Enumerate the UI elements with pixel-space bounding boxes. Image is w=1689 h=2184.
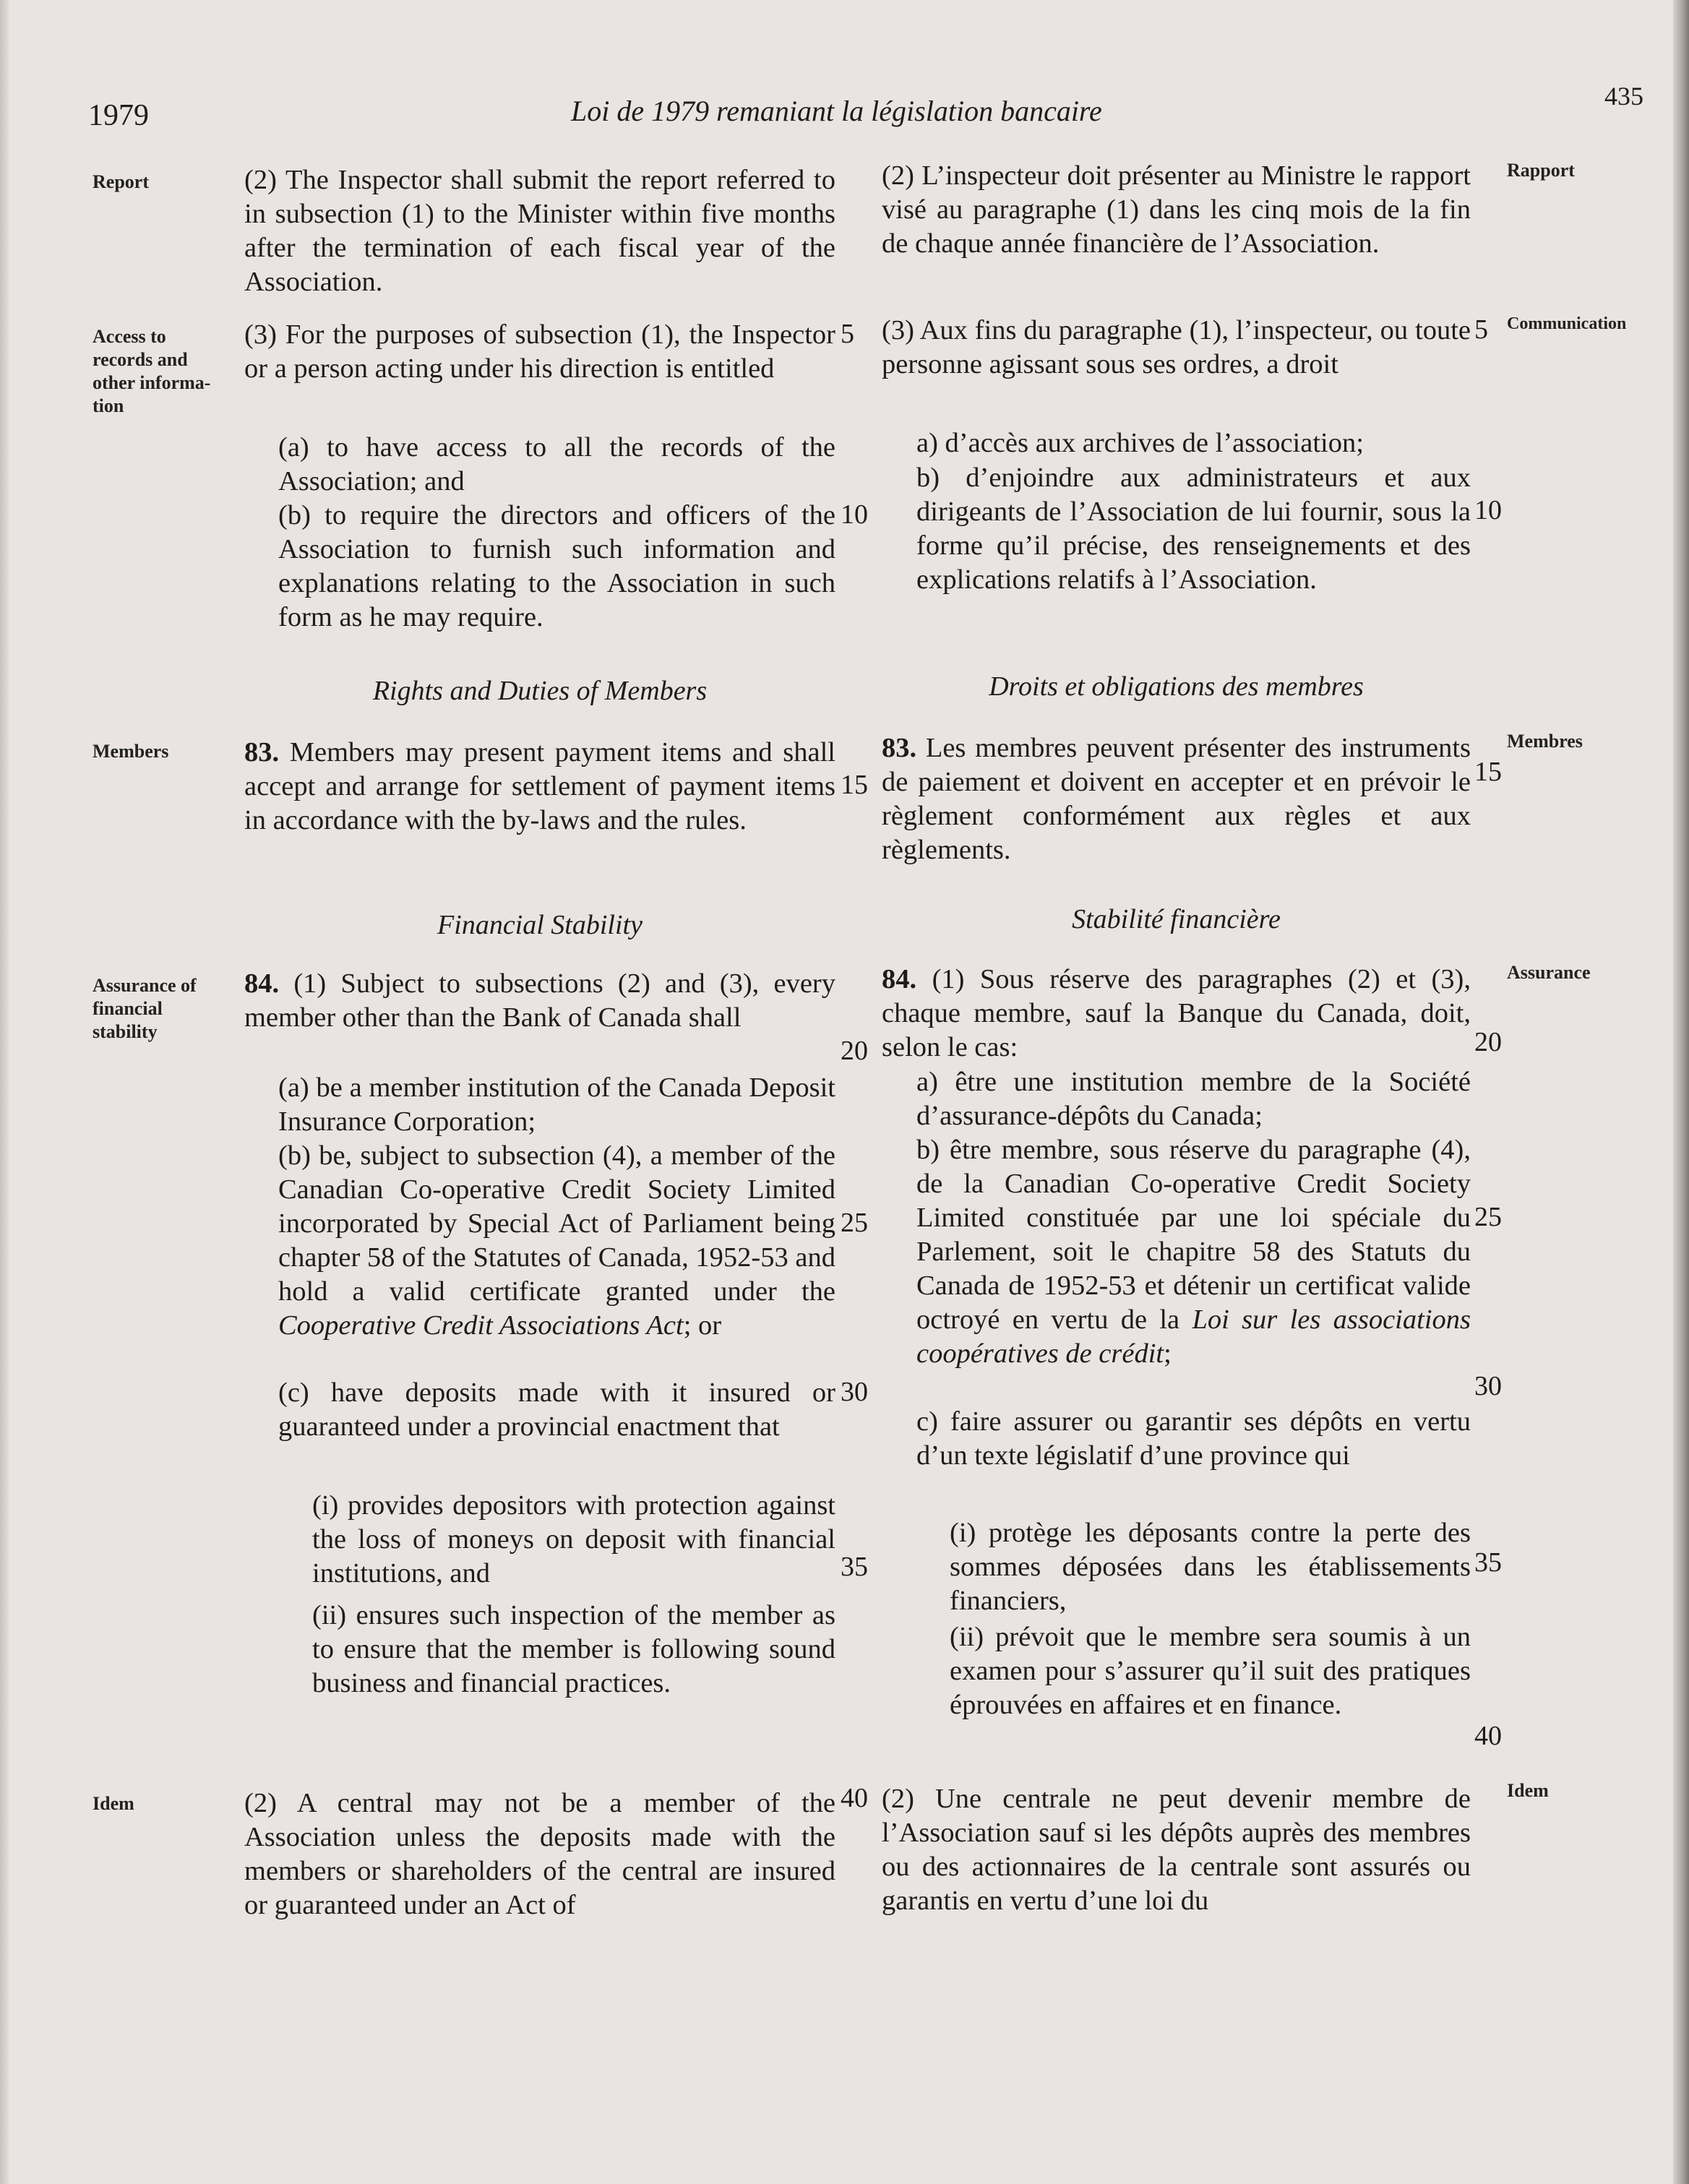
fr-s84-c-i: (i) protège les déposants contre la perte des sommes déposées dans les établissements financiers, bbox=[950, 1518, 1471, 1616]
fr-s84-b-text: b) être membre, sous réserve du paragraphe (4), de la Canadian Co-operative Credit Society Limited constituée par une loi spéciale du Parlement, soit le chapitre 58 des Statuts du Canada de 1952-53 et détenir un certificat valide octroyé en vertu de la bbox=[916, 1135, 1471, 1335]
line-number-10: 10 bbox=[841, 499, 868, 530]
margin-note-idem: Idem bbox=[93, 1793, 134, 1814]
en-s84-text: (1) Subject to subsections (2) and (3), every member other than the Bank of Canada shall bbox=[244, 968, 835, 1033]
fr-s84-b-end: ; bbox=[1164, 1338, 1172, 1369]
fr-subsection-2: (2) L’inspecteur doit présenter au Ministre le rapport visé au paragraphe (1) dans les cinq mois de la fin de chaque année financière de l’Association. bbox=[882, 160, 1471, 259]
fr-s84-a: a) être une institution membre de la Société d’assurance-dépôts du Canada; bbox=[916, 1067, 1471, 1131]
line-number-40: 40 bbox=[841, 1783, 868, 1813]
en-section-84 bbox=[244, 967, 835, 1035]
header-title: Loi de 1979 remaniant la législation bancaire bbox=[571, 95, 1102, 127]
fr-s84-c-ii: (ii) prévoit que le membre sera soumis à un examen pour s’assurer qu’il suit des pratiques éprouvées en affaires et en finance. bbox=[950, 1622, 1471, 1720]
fr-line-number-25: 25 bbox=[1474, 1202, 1502, 1232]
margin-note-assurance: Assurance of financial stability bbox=[93, 975, 197, 1042]
fr-line-number-40: 40 bbox=[1474, 1721, 1502, 1751]
line-number-5: 5 bbox=[841, 319, 854, 349]
line-number-15: 15 bbox=[841, 770, 868, 800]
fr-s84-text: (1) Sous réserve des paragraphes (2) et (3), chaque membre, sauf la Banque du Canada, doit, selon le cas: bbox=[882, 964, 1471, 1062]
margin-note-assurance-fr: Assurance bbox=[1507, 962, 1591, 983]
en-paragraph-b: (b) to require the directors and officers of the Association to furnish such information and explanations relating to the Association in such form as he may require. bbox=[278, 500, 835, 632]
margin-note-rapport: Rapport bbox=[1507, 160, 1575, 181]
en-s84-b-act: Cooperative Credit Associations Act bbox=[278, 1310, 684, 1341]
fr-s84-subsection-2: (2) Une centrale ne peut devenir membre de l’Association sauf si les dépôts auprès des membres ou des actionnaires de la centrale sont assurés ou garantis en vertu d’une loi du bbox=[882, 1784, 1471, 1916]
en-s83-text: Members may present payment items and shall accept and arrange for settlement of payment items in accordance with the by-laws and the rules. bbox=[244, 737, 836, 835]
en-heading-rights: Rights and Duties of Members bbox=[372, 676, 708, 706]
en-s84-b-text: (b) be, subject to subsection (4), a member of the Canadian Co-operative Credit Society Limited incorporated by Special Act of Parliament being chapter 58 of the Statutes of Canada, 1952-53 and hold a valid certificate granted under the bbox=[278, 1140, 835, 1307]
en-s84-c: (c) have deposits made with it insured or guaranteed under a provincial enactment that bbox=[278, 1377, 835, 1442]
fr-section-83 bbox=[882, 731, 1471, 867]
en-paragraph-a: (a) to have access to all the records of the Association; and bbox=[278, 432, 835, 496]
fr-s84-b bbox=[916, 1133, 1471, 1371]
en-s84-subsection-2: (2) A central may not be a member of the Association unless the deposits made with the members or shareholders of the central are insured or guaranteed under an Act of bbox=[244, 1788, 835, 1920]
fr-section-84 bbox=[882, 963, 1471, 1065]
page-binding-edge bbox=[1673, 0, 1689, 2184]
fr-line-number-35: 35 bbox=[1474, 1547, 1502, 1578]
fr-line-number-20: 20 bbox=[1474, 1027, 1502, 1057]
margin-note-report: Report bbox=[93, 171, 149, 192]
line-number-30: 30 bbox=[841, 1377, 868, 1407]
margin-note-access: Access to records and other informa- tion bbox=[93, 326, 211, 416]
fr-subsection-3: (3) Aux fins du paragraphe (1), l’inspecteur, ou toute personne agissant sous ses ordres, a droit bbox=[882, 315, 1471, 379]
en-s84-b-end: ; or bbox=[683, 1310, 722, 1341]
line-number-20: 20 bbox=[841, 1036, 868, 1066]
fr-paragraph-a: a) d’accès aux archives de l’association; bbox=[916, 428, 1364, 458]
fr-paragraph-b: b) d’enjoindre aux administrateurs et aux dirigeants de l’Association de lui fournir, sous la forme qu’il précise, des renseignements et des explications relatifs à l’Association. bbox=[916, 463, 1471, 595]
line-number-35: 35 bbox=[841, 1552, 868, 1582]
fr-heading-stability: Stabilité financière bbox=[1072, 904, 1281, 934]
fr-line-number-10: 10 bbox=[1474, 495, 1502, 525]
page-left-shadow bbox=[0, 0, 10, 2184]
en-s84-a: (a) be a member institution of the Canada Deposit Insurance Corporation; bbox=[278, 1072, 835, 1137]
en-s84-b bbox=[278, 1139, 835, 1343]
margin-note-communication: Communication bbox=[1507, 314, 1627, 333]
header-year: 1979 bbox=[88, 99, 149, 132]
fr-line-number-30: 30 bbox=[1474, 1371, 1502, 1401]
page-number: 435 bbox=[1604, 82, 1643, 111]
line-number-25: 25 bbox=[841, 1208, 868, 1238]
en-s84-c-ii: (ii) ensures such inspection of the member as to ensure that the member is following sound business and financial practices. bbox=[312, 1600, 835, 1698]
en-section-83 bbox=[244, 736, 835, 838]
fr-heading-rights: Droits et obligations des membres bbox=[989, 671, 1364, 702]
fr-s83-number: 83. bbox=[882, 733, 917, 763]
en-s83-number: 83. bbox=[244, 737, 280, 768]
en-heading-stability: Financial Stability bbox=[437, 910, 642, 940]
fr-s84-b-act: Loi sur les associations coopératives de crédit bbox=[916, 1304, 1471, 1369]
en-s84-number: 84. bbox=[244, 968, 280, 999]
en-s84-c-i: (i) provides depositors with protection against the loss of moneys on deposit with financial institutions, and bbox=[312, 1490, 835, 1588]
fr-line-number-15: 15 bbox=[1474, 757, 1502, 787]
fr-line-number-5: 5 bbox=[1474, 314, 1488, 345]
margin-note-members: Members bbox=[93, 741, 169, 762]
margin-note-idem-fr: Idem bbox=[1507, 1780, 1549, 1801]
fr-s84-number: 84. bbox=[882, 964, 917, 994]
fr-s84-c: c) faire assurer ou garantir ses dépôts en vertu d’un texte législatif d’une province qui bbox=[916, 1406, 1471, 1471]
en-subsection-2: (2) The Inspector shall submit the report referred to in subsection (1) to the Minister within five months after the termination of each fiscal year of the Association. bbox=[244, 165, 835, 297]
en-subsection-3: (3) For the purposes of subsection (1), the Inspector or a person acting under his direction is entitled bbox=[244, 319, 835, 384]
margin-note-membres: Membres bbox=[1507, 731, 1583, 752]
fr-s83-text: Les membres peuvent présenter des instruments de paiement et doivent en accepter et en prévoir le règlement conformément aux règles et aux règlements. bbox=[882, 733, 1471, 865]
